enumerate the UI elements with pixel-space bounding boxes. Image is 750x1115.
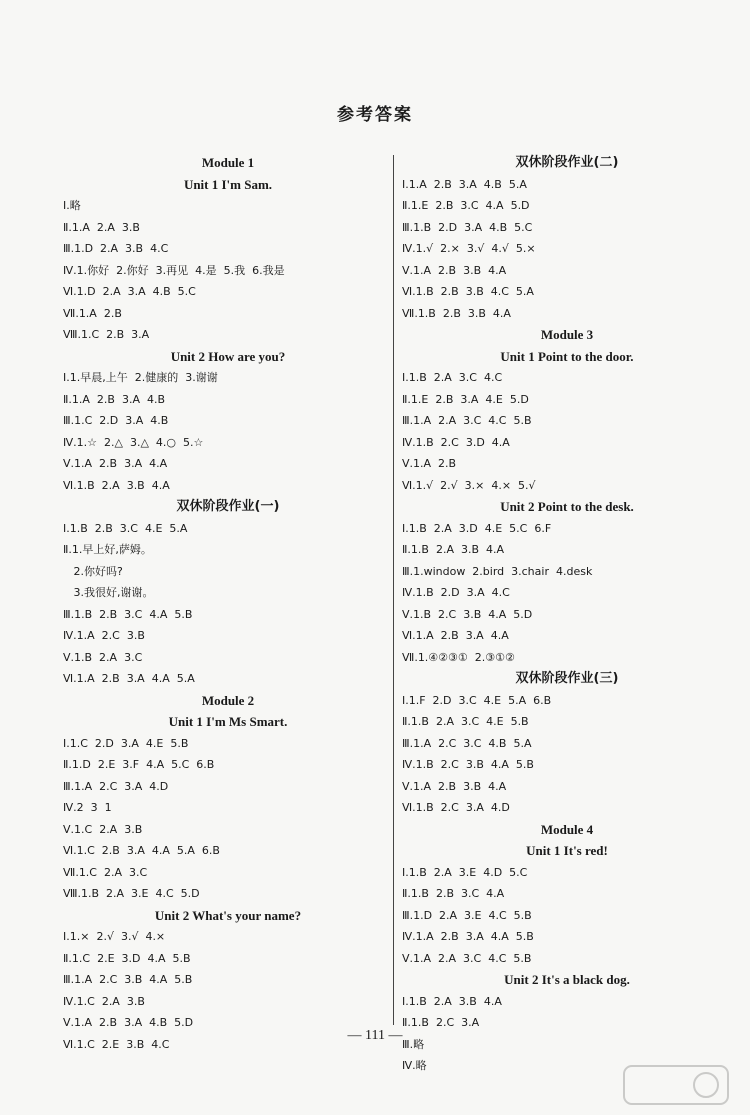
answer-line: Ⅳ.1.B 2.C 3.D 4.A xyxy=(402,435,510,449)
answer-line: Ⅷ.1.B 2.A 3.E 4.C 5.D xyxy=(63,887,200,900)
answer-line: Ⅳ.1.你好 2.你好 3.再见 4.是 5.我 6.我是 xyxy=(63,263,285,277)
section-heading: Unit 2 What's your name? xyxy=(154,907,302,923)
answer-line: Ⅰ.1.B 2.B 3.C 4.E 5.A xyxy=(63,521,188,535)
section-heading: Unit 2 It's a black dog. xyxy=(504,972,630,987)
answer-line: Ⅷ.1.C 2.B 3.A xyxy=(63,328,150,341)
section-heading: Unit 1 I'm Ms Smart. xyxy=(168,714,288,729)
answer-line: Ⅳ.1.B 2.C 3.B 4.A 5.B xyxy=(402,758,534,771)
section-heading: Unit 1 It's red! xyxy=(526,843,608,858)
section-heading: Module 1 xyxy=(201,155,255,170)
answer-line: Ⅰ.1.× 2.√ 3.√ 4.× xyxy=(63,930,166,943)
answer-line: Ⅱ.1.C 2.E 3.D 4.A 5.B xyxy=(63,951,191,965)
answer-line: Ⅴ.1.A 2.B 3.B 4.A xyxy=(402,263,507,277)
answer-line: Ⅳ.2 3 1 xyxy=(63,801,112,814)
watermark-logo xyxy=(622,1062,732,1108)
answer-line: Ⅱ.1.B 2.A 3.B 4.A xyxy=(402,543,505,556)
section-heading: Unit 2 Point to the desk. xyxy=(500,499,634,514)
section-heading: 双休阶段作业(三) xyxy=(515,671,619,686)
answer-line: Ⅰ.1.早晨,上午 2.健康的 3.谢谢 xyxy=(63,371,218,384)
section-heading: Module 4 xyxy=(540,821,594,837)
answer-line: Ⅶ.1.A 2.B xyxy=(63,306,122,320)
answer-line: Ⅴ.1.A 2.B 3.A 4.A xyxy=(63,457,168,470)
answer-line: Ⅳ.1.B 2.D 3.A 4.C xyxy=(402,586,510,599)
answer-line: Ⅵ.1.A 2.B 3.A 4.A xyxy=(402,629,509,642)
answer-column-left xyxy=(63,152,393,1055)
answer-line: Ⅴ.1.B 2.A 3.C xyxy=(63,650,143,664)
answer-line: Ⅱ.1.E 2.B 3.A 4.E 5.D xyxy=(402,392,529,406)
section-heading: Module 2 xyxy=(201,692,255,708)
answer-line: Ⅲ.1.A 2.C 3.B 4.A 5.B xyxy=(63,973,193,986)
answer-line: Ⅵ.1.D 2.A 3.A 4.B 5.C xyxy=(63,285,196,298)
answer-line: Ⅱ.1.E 2.B 3.C 4.A 5.D xyxy=(402,199,530,212)
page-title: 参考答案 xyxy=(337,105,413,125)
answer-line: Ⅳ.1.☆ 2.△ 3.△ 4.○ 5.☆ xyxy=(63,435,204,449)
answer-line: Ⅵ.1.B 2.B 3.B 4.C 5.A xyxy=(402,285,534,298)
answer-line: Ⅵ.1.√ 2.√ 3.× 4.× 5.√ xyxy=(402,478,536,492)
answer-line: Ⅱ.1.B 2.B 3.C 4.A xyxy=(402,887,505,900)
answer-line: Ⅲ.1.window 2.bird 3.chair 4.desk xyxy=(402,564,593,578)
page-number: — 111 — xyxy=(347,1028,403,1043)
answer-line: Ⅱ.1.A 2.B 3.A 4.B xyxy=(63,392,166,406)
answer-column-right xyxy=(402,152,732,1077)
answer-line: Ⅴ.1.A 2.B 3.B 4.A xyxy=(402,779,507,793)
column-divider xyxy=(393,155,394,1025)
answer-line: 3.我很好,谢谢。 xyxy=(63,586,154,599)
answer-line: Ⅴ.1.C 2.A 3.B xyxy=(63,822,143,836)
section-heading: 双休阶段作业(一) xyxy=(176,499,280,514)
answer-line: Ⅰ.1.A 2.B 3.A 4.B 5.A xyxy=(402,177,527,191)
answer-line: Ⅰ.1.B 2.A 3.E 4.D 5.C xyxy=(402,865,528,879)
answer-line: Ⅵ.1.C 2.B 3.A 4.A 5.A 6.B xyxy=(63,844,220,857)
answer-line: Ⅲ.1.C 2.D 3.A 4.B xyxy=(63,414,169,427)
answer-line: Ⅳ.1.A 2.C 3.B xyxy=(63,629,145,642)
answer-line: Ⅱ.1.D 2.E 3.F 4.A 5.C 6.B xyxy=(63,758,215,771)
answer-line: Ⅰ.略 xyxy=(63,199,81,212)
answer-line: Ⅳ.1.A 2.B 3.A 4.A 5.B xyxy=(402,930,534,943)
answer-line: Ⅲ.略 xyxy=(402,1037,425,1051)
answer-line: Ⅵ.1.B 2.C 3.A 4.D xyxy=(402,801,510,814)
answer-line: Ⅴ.1.A 2.B xyxy=(402,457,457,470)
answer-line: Ⅰ.1.C 2.D 3.A 4.E 5.B xyxy=(63,736,189,750)
section-heading: Unit 1 I'm Sam. xyxy=(183,176,273,192)
answer-line: Ⅶ.1.④②③① 2.③①② xyxy=(402,650,515,664)
answer-line: Ⅱ.1.A 2.A 3.B xyxy=(63,220,140,234)
answer-line: Ⅲ.1.A 2.C 3.C 4.B 5.A xyxy=(402,736,532,750)
answer-line: Ⅴ.1.B 2.C 3.B 4.A 5.D xyxy=(402,607,533,621)
answer-line: Ⅲ.1.D 2.A 3.B 4.C xyxy=(63,242,169,255)
answer-line: Ⅴ.1.A 2.A 3.C 4.C 5.B xyxy=(402,951,532,965)
answer-line: Ⅳ.略 xyxy=(402,1059,427,1072)
section-heading: 双休阶段作业(二) xyxy=(515,155,619,170)
answer-line: Ⅵ.1.B 2.A 3.B 4.A xyxy=(63,478,170,492)
answer-line: Ⅶ.1.B 2.B 3.B 4.A xyxy=(402,306,511,320)
answer-line: Ⅵ.1.A 2.B 3.A 4.A 5.A xyxy=(63,672,195,685)
section-heading: Unit 1 Point to the door. xyxy=(500,348,634,364)
answer-line: Ⅰ.1.B 2.A 3.B 4.A xyxy=(402,994,502,1008)
answer-line: Ⅴ.1.A 2.B 3.A 4.B 5.D xyxy=(63,1016,194,1029)
answer-line: Ⅰ.1.B 2.A 3.C 4.C xyxy=(402,371,503,384)
section-heading: Module 3 xyxy=(540,327,594,342)
answer-line: Ⅳ.1.√ 2.× 3.√ 4.√ 5.× xyxy=(402,242,536,255)
answer-line: Ⅲ.1.B 2.D 3.A 4.B 5.C xyxy=(402,220,533,234)
answer-line: Ⅰ.1.B 2.A 3.D 4.E 5.C 6.F xyxy=(402,521,552,535)
section-heading: Unit 2 How are you? xyxy=(170,348,286,364)
answer-line: Ⅱ.1.早上好,萨姆。 xyxy=(63,543,152,556)
answer-line: Ⅱ.1.B 2.A 3.C 4.E 5.B xyxy=(402,715,529,728)
answer-line: Ⅳ.1.C 2.A 3.B xyxy=(63,994,145,1008)
answer-line: Ⅶ.1.C 2.A 3.C xyxy=(63,865,148,879)
answer-line: Ⅲ.1.B 2.B 3.C 4.A 5.B xyxy=(63,607,193,621)
answer-line: Ⅲ.1.A 2.A 3.C 4.C 5.B xyxy=(402,414,532,427)
answer-line: Ⅲ.1.D 2.A 3.E 4.C 5.B xyxy=(402,908,532,922)
answer-line: Ⅰ.1.F 2.D 3.C 4.E 5.A 6.B xyxy=(402,693,552,707)
answer-line: Ⅲ.1.A 2.C 3.A 4.D xyxy=(63,779,169,793)
answer-line: Ⅵ.1.C 2.E 3.B 4.C xyxy=(63,1037,170,1051)
answer-line: 2.你好吗? xyxy=(63,564,123,578)
answer-line: Ⅱ.1.B 2.C 3.A xyxy=(402,1016,480,1029)
